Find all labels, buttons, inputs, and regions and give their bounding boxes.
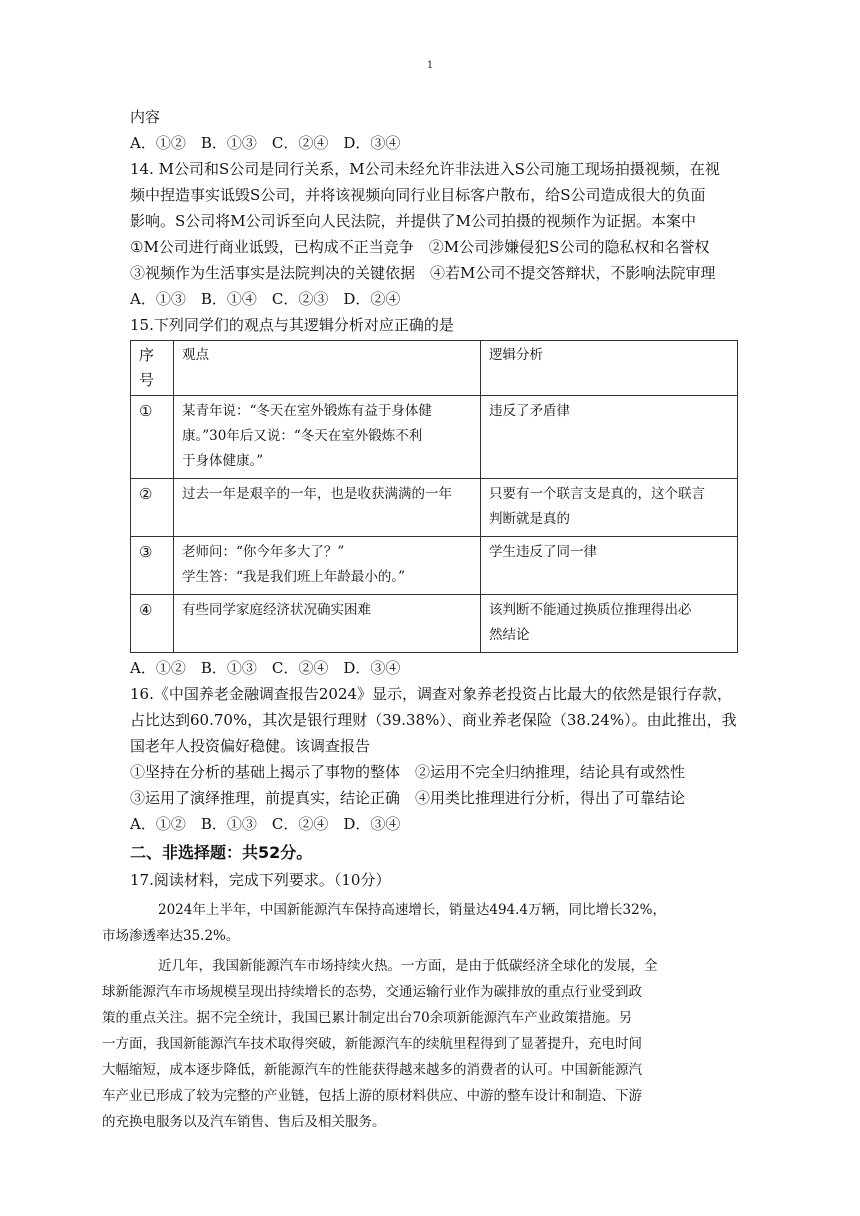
- row-view: [174, 479, 481, 537]
- view-line: 有些同学家庭经济状况确实困难: [182, 602, 371, 618]
- q14-stem-line: 14. M公司和S公司是同行关系，M公司未经允许非法进入S公司施工现场拍摄视频，在视: [130, 160, 720, 178]
- table-row: [131, 537, 738, 595]
- analysis-line: 判断就是真的: [489, 511, 570, 527]
- q16-stem-line: 占比达到60.70%，其次是银行理财（39.38%）、商业养老保险（38.24%）。由此推出，我: [130, 711, 737, 729]
- row-analysis: [481, 396, 738, 479]
- analysis-line: 然结论: [489, 627, 530, 643]
- para-line: 球新能源汽车市场规模呈现出持续增长的态势，交通运输行业作为碳排放的重点行业受到政: [102, 984, 642, 1000]
- row-view: [174, 537, 481, 595]
- q16-options: A．①② B．①③ C．②④ D．③④: [130, 815, 401, 833]
- para-line: 车产业已形成了较为完整的产业链，包括上游的原材料供应、中游的整车设计和制造、下游: [102, 1088, 642, 1104]
- row-no: ④: [131, 595, 174, 653]
- q17-paragraph-2: [102, 953, 740, 1135]
- q16-item-line: ①坚持在分析的基础上揭示了事物的整体 ②运用不完全归纳推理，结论具有或然性: [130, 763, 686, 781]
- q14-options: A．①③ B．①④ C．②③ D．②④: [130, 290, 401, 308]
- row-no: ①: [131, 396, 174, 479]
- header-no: 序号: [131, 341, 174, 396]
- row-analysis: [481, 537, 738, 595]
- row-analysis: [481, 595, 738, 653]
- table-row: [131, 595, 738, 653]
- question-15: [130, 312, 740, 681]
- view-line: 学生答：“我是我们班上年龄最小的。”: [182, 569, 406, 585]
- row-no: ③: [131, 537, 174, 595]
- analysis-line: 学生违反了同一律: [489, 544, 597, 560]
- q13-options: A．①② B．①③ C．②④ D．③④: [130, 134, 401, 152]
- q17-stem: 17.阅读材料，完成下列要求。（10分）: [130, 871, 391, 889]
- para-line: 一方面，我国新能源汽车技术取得突破，新能源汽车的续航里程得到了显著提升，充电时间: [102, 1036, 642, 1052]
- row-view: [174, 595, 481, 653]
- view-line: 老师问：“你今年多大了？”: [182, 544, 345, 560]
- view-line: 康。”30年后又说：“冬天在室外锻炼不利: [182, 428, 423, 444]
- view-line: 过去一年是艰辛的一年，也是收获满满的一年: [182, 486, 452, 502]
- q14-item-line: ③视频作为生活事实是法院判决的关键依据 ④若M公司不提交答辩状，不影响法院审理: [130, 264, 716, 282]
- analysis-line: 只要有一个联言支是真的，这个联言: [489, 486, 705, 502]
- page-number: 1: [426, 60, 434, 71]
- section-title: 二、非选择题：共52分。: [130, 843, 313, 862]
- table-row: [131, 396, 738, 479]
- analysis-line: 该判断不能通过换质位推理得出必: [489, 602, 692, 618]
- row-analysis: [481, 479, 738, 537]
- row-view: [174, 396, 481, 479]
- q14-stem-line: 影响。S公司将M公司诉至向人民法院，并提供了M公司拍摄的视频作为证据。本案中: [130, 212, 696, 230]
- question-14: [130, 156, 740, 312]
- header-analysis: 逻辑分析: [481, 341, 738, 396]
- view-line: 某青年说：“冬天在室外锻炼有益于身体健: [182, 403, 432, 419]
- q16-stem-line: 国老年人投资偏好稳健。该调查报告: [130, 737, 371, 755]
- view-line: 于身体健康。”: [182, 453, 264, 469]
- q16-stem-line: 16.《中国养老金融调查报告2024》显示，调查对象养老投资占比最大的依然是银行存款，: [130, 685, 733, 703]
- para-line: 近几年，我国新能源汽车市场持续火热。一方面，是由于低碳经济全球化的发展，全: [158, 958, 658, 974]
- para-line: 策的重点关注。据不完全统计，我国已累计制定出台70余项新能源汽车产业政策措施。另: [102, 1010, 633, 1026]
- question-16: [130, 681, 740, 837]
- question-17: [102, 867, 740, 1135]
- analysis-line: 违反了矛盾律: [489, 403, 570, 419]
- header-view: 观点: [174, 341, 481, 396]
- q15-options: A．①② B．①③ C．②④ D．③④: [130, 659, 401, 677]
- para-line: 市场渗透率达35.2%。: [102, 928, 240, 944]
- row-no: ②: [131, 479, 174, 537]
- document-body: [102, 104, 740, 1135]
- q17-paragraph-1: [102, 897, 740, 949]
- q14-item-line: ①M公司进行商业诋毁，已构成不正当竞争 ②M公司涉嫌侵犯S公司的隐私权和名誉权: [130, 238, 710, 256]
- q16-item-line: ③运用了演绎推理，前提真实，结论正确 ④用类比推理进行分析，得出了可靠结论: [130, 789, 686, 807]
- table-header-row: [131, 341, 738, 396]
- para-line: 的充换电服务以及汽车销售、售后及相关服务。: [102, 1114, 386, 1130]
- table-row: [131, 479, 738, 537]
- q13-tail-text: 内容: [130, 108, 161, 126]
- logic-table: [130, 340, 738, 653]
- para-line: 2024年上半年，中国新能源汽车保持高速增长，销量达494.4万辆，同比增长32%，: [158, 902, 667, 918]
- q15-stem: 15.下列同学们的观点与其逻辑分析对应正确的是: [130, 316, 454, 334]
- para-line: 大幅缩短，成本逐步降低，新能源汽车的性能获得越来越多的消费者的认可。中国新能源汽: [102, 1062, 642, 1078]
- q14-stem-line: 频中捏造事实诋毁S公司，并将该视频向同行业目标客户散布，给S公司造成很大的负面: [130, 186, 706, 204]
